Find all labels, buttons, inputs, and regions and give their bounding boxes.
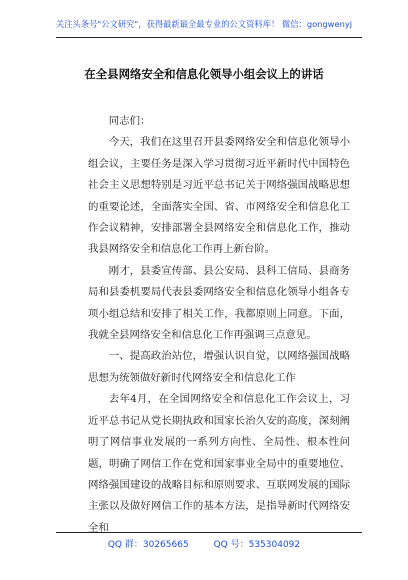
paragraph: 今天，我们在这里召开县委网络安全和信息化领导小组会议，主要任务是深入学习贯彻习近平新时代中国特色社会主义思想特别是习近平总书记关于网络强国战略思想的重要论述，全面落实全国、省、市网络安全和信息化工作会议精神，安排部署全县网络安全和信息化工作，推动我县网络安全和信息化工作再上新台阶。 <box>88 136 350 256</box>
salutation: 同志们： <box>108 115 151 127</box>
paragraph: 刚才，县委宣传部、县公安局、县科工信局、县商务局和县委机要局代表县委网络安全和信息化领导小组各专项小组总结和安排了相关工作，我都原则上同意。下面，我就全县网络安全和信息化工作再强调三点意见。 <box>88 264 350 342</box>
document-body <box>88 111 350 539</box>
paragraph: 去年4月，在全国网络安全和信息化工作会议上，习近平总书记从党长期执政和国家长治久安的高度，深刻阐明了网信事业发展的一系列方向性、全局性、根本性问题，明确了网信工作在党和国家事业全局中的重要地位、网络强国建设的战略目标和原则要求、互联网发展的国际主张以及做好网信工作的基本方法，是指导新时代网络安全和 <box>88 393 350 534</box>
section-heading: 一、提高政治站位，增强认识自觉，以网络强国战略思想为统领做好新时代网络安全和信息化工作 <box>88 350 350 384</box>
header-promo-text: 关注头条号"公文研究"，获得最新最全最专业的公文资料库！ 微信：gongwenyj <box>55 19 353 29</box>
header-divider <box>56 37 362 38</box>
footer-divider <box>56 532 362 533</box>
document-title: 在全县网络安全和信息化领导小组会议上的讲话 <box>84 67 324 81</box>
footer-qq-group: QQ 群：30265665 <box>107 540 189 550</box>
footer-qq-number: QQ 号：535304092 <box>213 540 301 550</box>
footer-contact <box>0 537 408 550</box>
